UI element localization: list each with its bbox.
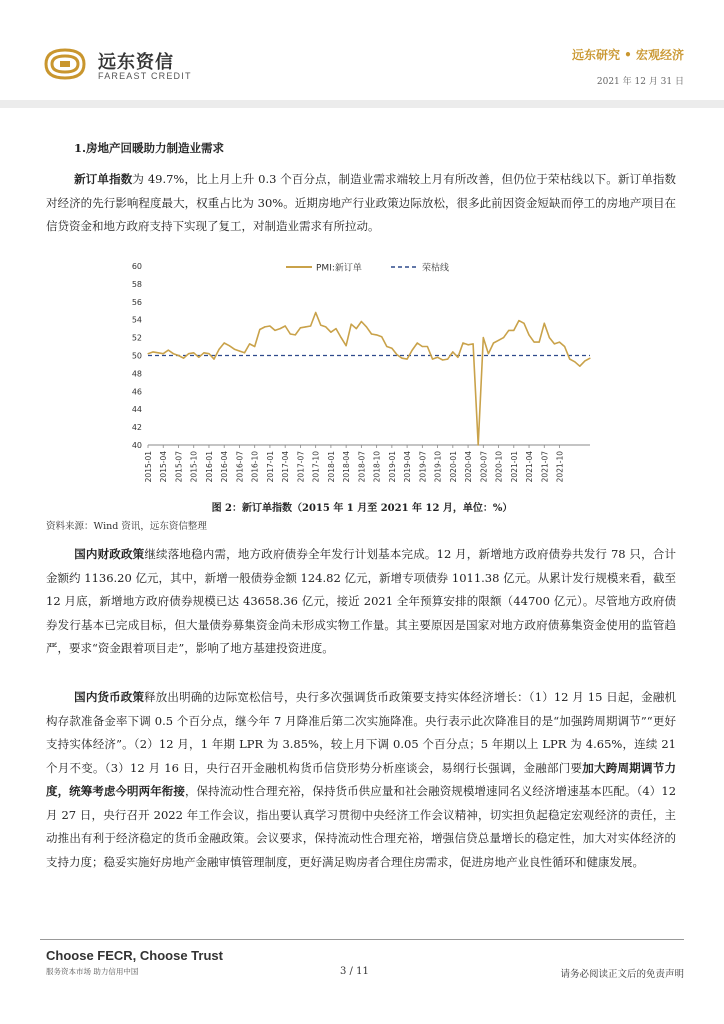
data-point [346, 345, 347, 346]
data-point [279, 328, 280, 329]
data-point [442, 359, 443, 360]
legend-label-threshold: 荣枯线 [422, 263, 450, 274]
data-point [229, 345, 230, 346]
new-orders-series-line [148, 313, 590, 446]
data-point [213, 358, 214, 359]
paragraph-fiscal-policy [46, 543, 676, 661]
x-tick-label: 2020-04 [464, 451, 474, 483]
data-point [549, 337, 550, 338]
data-point [412, 350, 413, 351]
chart-legend [286, 262, 449, 274]
x-tick-label: 2021-07 [540, 451, 550, 483]
y-tick-label: 50 [131, 351, 142, 361]
data-point [147, 353, 148, 354]
x-tick-label: 2021-04 [525, 451, 535, 483]
chart-axes [132, 262, 590, 482]
data-point [371, 333, 372, 334]
data-point [274, 330, 275, 331]
data-point [447, 358, 448, 359]
data-point [183, 358, 184, 359]
x-tick-label: 2015-04 [159, 451, 169, 483]
x-tick-label: 2019-04 [403, 451, 413, 483]
data-point [340, 337, 341, 338]
data-point [178, 355, 179, 356]
data-point [457, 357, 458, 358]
disclaimer-note: 请务必阅读正文后的免责声明 [560, 969, 684, 980]
paragraph-text: ，保持流动性合理充裕，保持货币供应量和社会融资规模增速同名义经济增速基本匹配。（4）12 月 27 日，央行召开 2022 年工作会议，指出要认真学习贯彻中央经济工作会议精神，切实担负起稳定宏观经济的责任，主动推出有利于经济稳定的货币金融政策。会议要求，保持流动性合理充裕，增强信贷总量增长的稳定性，加大对实体经济的支持力度；稳妥实施好房地产金融审慎管理制度，更好满足购房者合理住房需求，促进房地产业良性循环和健康发展。 [46, 784, 677, 869]
data-point [574, 361, 575, 362]
page-number: 3 / 11 [340, 966, 369, 977]
data-point [462, 342, 463, 343]
y-tick-label: 60 [131, 262, 142, 271]
paragraph-emphasis: 加大跨周期调节力度，统筹考虑今明两年衔接 [46, 760, 677, 798]
x-tick-label: 2021-01 [509, 451, 519, 483]
data-point [335, 328, 336, 329]
x-tick-label: 2019-01 [387, 451, 397, 483]
data-point [325, 326, 326, 327]
data-point [315, 312, 316, 313]
data-point [320, 324, 321, 325]
data-point [569, 358, 570, 359]
data-point [589, 358, 590, 359]
data-point [534, 341, 535, 342]
y-tick-label: 44 [131, 405, 142, 415]
data-point [539, 341, 540, 342]
data-point [163, 353, 164, 354]
x-tick-label: 2017-04 [281, 451, 291, 483]
footer-divider [40, 939, 684, 940]
data-point [234, 349, 235, 350]
x-tick-label: 2019-10 [433, 451, 443, 483]
data-point [295, 334, 296, 335]
y-tick-label: 40 [131, 441, 142, 450]
data-point [473, 343, 474, 344]
new-orders-chart [116, 254, 606, 494]
x-tick-label: 2017-01 [265, 451, 275, 483]
data-point [330, 332, 331, 333]
data-point [467, 344, 468, 345]
data-point [437, 357, 438, 358]
data-point [198, 357, 199, 358]
x-tick-label: 2020-07 [479, 451, 489, 483]
data-point [396, 354, 397, 355]
data-point [173, 353, 174, 354]
data-point [269, 325, 270, 326]
x-tick-label: 2016-04 [220, 451, 230, 483]
data-point [239, 350, 240, 351]
data-point [224, 342, 225, 343]
data-point [488, 353, 489, 354]
data-point [432, 358, 433, 359]
x-tick-label: 2018-01 [326, 451, 336, 483]
paragraph-new-orders [46, 168, 676, 239]
x-tick-label: 2016-10 [250, 451, 260, 483]
data-point [498, 340, 499, 341]
y-tick-label: 52 [131, 333, 142, 343]
data-point [528, 334, 529, 335]
y-tick-label: 42 [131, 423, 142, 433]
x-tick-label: 2020-10 [494, 451, 504, 483]
x-tick-label: 2015-10 [189, 451, 199, 483]
paragraph-monetary-policy [46, 686, 676, 874]
data-point [518, 320, 519, 321]
data-point [361, 321, 362, 322]
x-tick-label: 2021-10 [555, 451, 565, 483]
data-point [478, 444, 479, 445]
data-point [483, 337, 484, 338]
x-tick-label: 2016-01 [204, 451, 214, 483]
y-tick-label: 48 [131, 369, 142, 379]
data-point [508, 330, 509, 331]
data-point [305, 326, 306, 327]
data-point [152, 351, 153, 352]
x-tick-label: 2015-01 [144, 451, 153, 483]
data-point [158, 352, 159, 353]
data-point [544, 323, 545, 324]
data-point [584, 360, 585, 361]
data-point [244, 352, 245, 353]
data-point [564, 346, 565, 347]
paragraph-lead: 新订单指数 [74, 172, 133, 186]
data-point [351, 324, 352, 325]
x-tick-label: 2019-07 [418, 451, 428, 483]
logo-text-en: FAREAST CREDIT [98, 71, 192, 81]
section-title: 1.房地产回暖助力制造业需求 [74, 141, 225, 155]
data-point [188, 353, 189, 354]
data-point [264, 326, 265, 327]
data-point [203, 352, 204, 353]
data-point [285, 325, 286, 326]
data-point [366, 326, 367, 327]
y-tick-label: 58 [131, 279, 142, 289]
data-point [579, 366, 580, 367]
data-point [310, 325, 311, 326]
figure-caption: 图 2：新订单指数（2015 年 1 月至 2021 年 12 月，单位：%） [211, 503, 513, 514]
data-point [254, 346, 255, 347]
data-point [386, 346, 387, 347]
data-point [554, 343, 555, 344]
legend-label-new-orders: PMI:新订单 [316, 263, 362, 274]
data-point [513, 330, 514, 331]
footer-slogan: Choose FECR, Choose Trust [46, 948, 223, 963]
logo-text-cn: 远东资信 [98, 52, 174, 73]
fareast-logo-icon [40, 44, 90, 84]
paragraph-text: 释放出明确的边际宽松信号，央行多次强调货币政策要支持实体经济增长：（1）12 月 15 日起，金融机构存款准备金率下调 0.5 个百分点，继今年 7 月降准后第二次实施降准。央行表示此次降准目的是“加强跨周期调节”“更好支持实体经济”。（2）12 月，1 年期 LPR 为 3.85%，较上月下调 0.05 个百分点；5 年期以上 LPR 为 4.65%，连续 21 个月不变。（3）12 月 16 日，央行召开金融机构货币信贷形势分析座谈会，易纲行长强调，金融部门要 [46, 690, 677, 775]
paragraph-text: 为 49.7%，比上月上升 0.3 个百分点，制造业需求端较上月有所改善，但仍位于荣枯线以下。新订单指数对经济的先行影响程度最大，权重占比为 30%。近期房地产行业政策边际放松，很多此前因资金短缺而停工的房地产项目在信贷资金和地方政府支持下实现了复工，对制造业需求有所拉动。 [46, 172, 676, 233]
data-point [249, 343, 250, 344]
x-tick-label: 2017-07 [296, 451, 306, 483]
data-point [401, 358, 402, 359]
data-point [417, 342, 418, 343]
x-tick-label: 2018-07 [357, 451, 367, 483]
data-point [559, 341, 560, 342]
data-point [219, 349, 220, 350]
data-point [290, 333, 291, 334]
data-point [523, 323, 524, 324]
data-point [422, 346, 423, 347]
data-point [193, 352, 194, 353]
data-point [259, 329, 260, 330]
data-point [493, 342, 494, 343]
chart-plot [147, 312, 590, 446]
y-tick-label: 54 [131, 315, 142, 325]
report-date: 2021 年 12 月 31 日 [596, 77, 684, 87]
header-divider [0, 100, 724, 108]
y-tick-label: 46 [131, 387, 142, 397]
data-point [168, 350, 169, 351]
data-point [503, 337, 504, 338]
x-tick-label: 2017-10 [311, 451, 321, 483]
data-point [356, 328, 357, 329]
data-point [452, 351, 453, 352]
data-point [376, 334, 377, 335]
data-point [300, 327, 301, 328]
x-tick-label: 2018-04 [342, 451, 352, 483]
x-tick-label: 2018-10 [372, 451, 382, 483]
data-source: 资料来源：Wind 资讯，远东资信整理 [46, 521, 207, 532]
footer-subslogan: 服务资本市场 助力信用中国 [46, 967, 139, 976]
data-point [427, 346, 428, 347]
report-series: 远东研究 • 宏观经济 [571, 48, 684, 62]
paragraph-lead: 国内财政政策 [74, 547, 145, 561]
data-point [391, 348, 392, 349]
paragraph-text: 继续落地稳内需，地方政府债券全年发行计划基本完成。12 月，新增地方政府债券共发行 78 只，合计金额约 1136.20 亿元，其中，新增一般债券金额 124.82 亿元，新增专项债券 1011.38 亿元。从累计发行规模来看，截至 12 月底，新增地方政府债券规模已达 43658.36 亿元，接近 2021 全年预算安排的限额（44700 亿元）。尽管地方政府债券发行基本已完成目标，但大量债券募集资金尚未形成实物工作量。其主要原因是国家对地方政府债募集资金使用的监管趋严，要求“资金跟着项目走”，影响了地方基建投资进度。 [46, 547, 676, 655]
y-tick-label: 56 [131, 297, 142, 307]
x-tick-label: 2016-07 [235, 451, 245, 483]
page-header [0, 0, 724, 100]
data-point [407, 358, 408, 359]
paragraph-lead: 国内货币政策 [74, 690, 145, 704]
data-point [381, 336, 382, 337]
data-point [208, 353, 209, 354]
x-tick-label: 2020-01 [448, 451, 458, 483]
x-tick-label: 2015-07 [174, 451, 184, 483]
